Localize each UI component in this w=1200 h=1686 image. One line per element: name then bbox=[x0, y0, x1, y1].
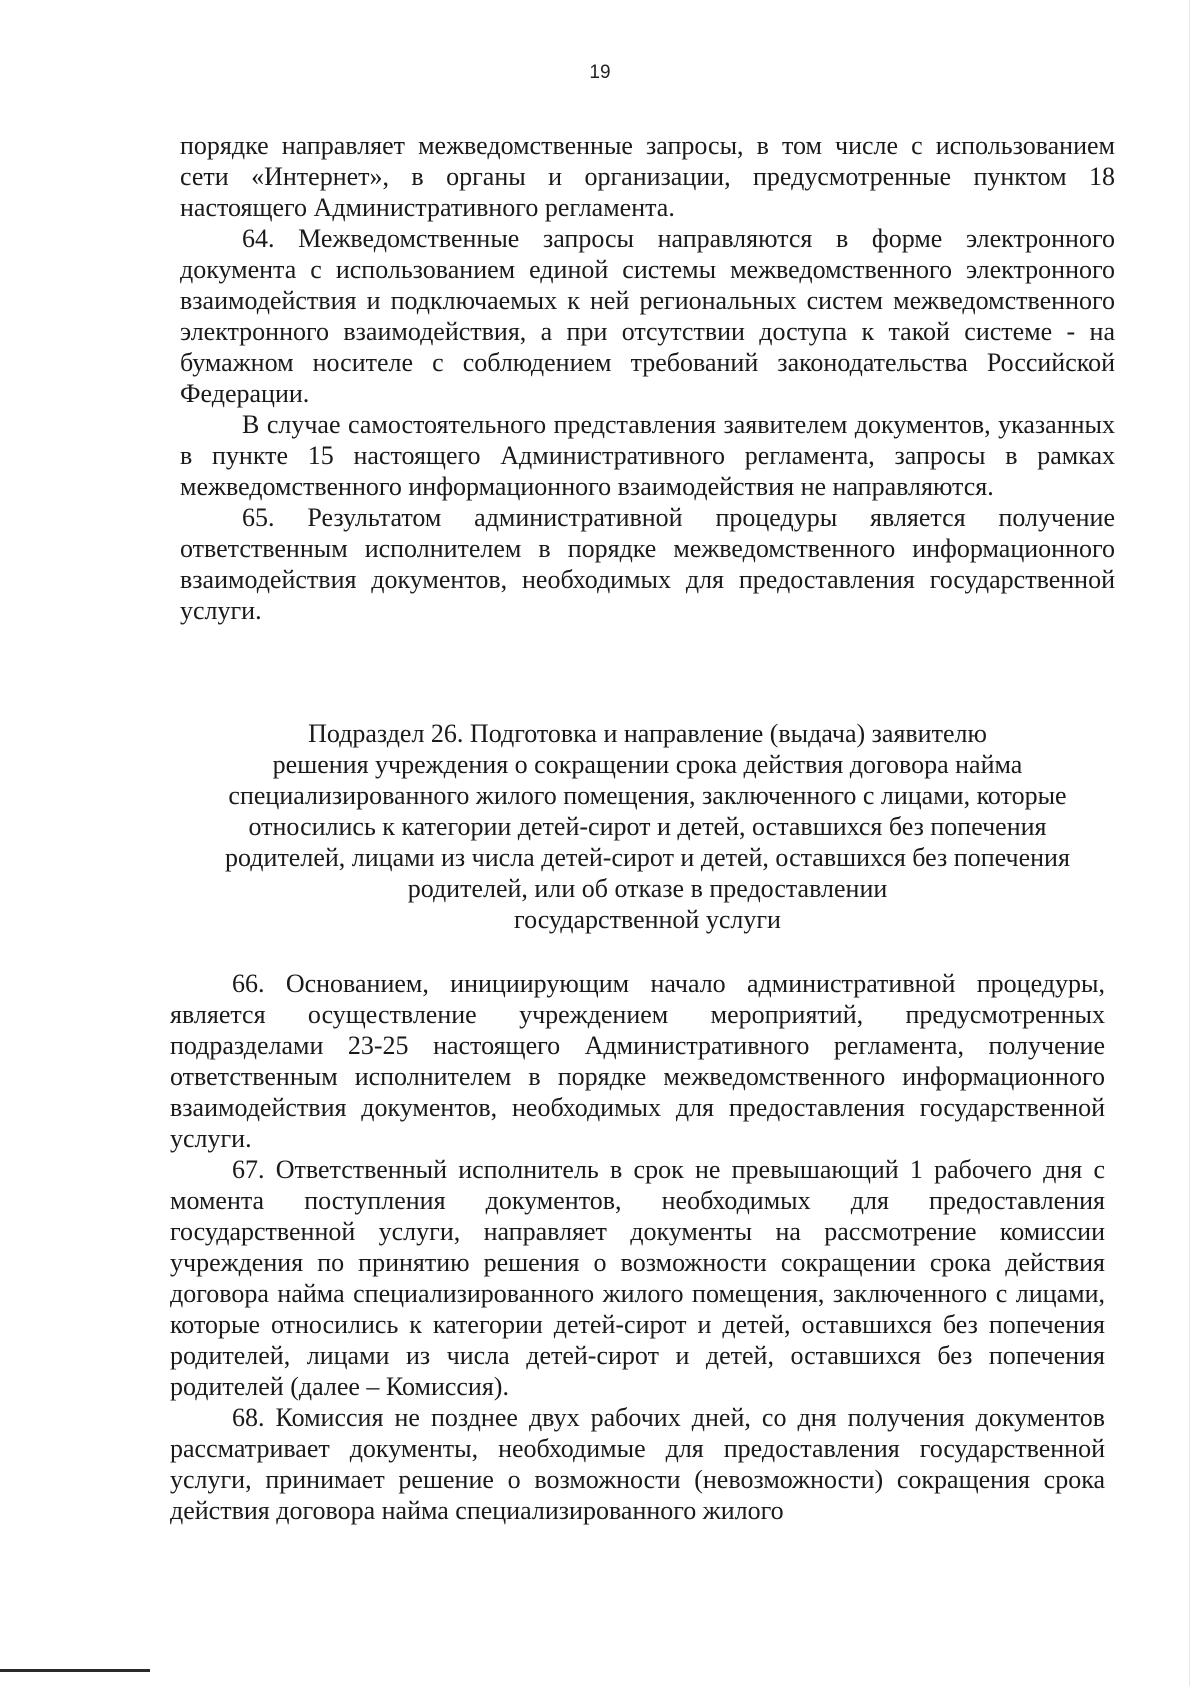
scan-edge-line bbox=[1189, 0, 1190, 1686]
scan-artifact-line bbox=[0, 1669, 150, 1672]
heading-line: решения учреждения о сокращении срока действия договора найма bbox=[272, 750, 1023, 779]
heading-line: родителей, лицами из числа детей-сирот и детей, оставшихся без попечения bbox=[225, 843, 1070, 872]
paragraph-67: 67. Ответственный исполнитель в срок не превышающий 1 рабочего дня с момента поступления документов, необходимых для предоставления государственной услуги, направляет документы на рассмотрение комиссии учреждения по принятию решения о возможности сокращении срока действия договора найма специализированного жилого помещения, заключенного с лицами, которые относились к категории детей-сирот и детей, оставшихся без попечения родителей, лицами из числа детей-сирот и детей, оставшихся без попечения родителей (далее – Комиссия). bbox=[170, 1155, 1105, 1401]
paragraph-68: 68. Комиссия не позднее двух рабочих дней, со дня получения документов рассматривает документы, необходимые для предоставления государственной услуги, принимает решение о возможности (невозможности) сокращения срока действия договора найма специализированного жилого bbox=[170, 1403, 1105, 1525]
paragraph-66: 66. Основанием, инициирующим начало административной процедуры, является осуществление учреждением мероприятий, предусмотренных подразделами 23-25 настоящего Административного регламента, получение ответственным исполнителем в порядке межведомственного информационного взаимодействия документов, необходимых для предоставления государственной услуги. bbox=[170, 969, 1105, 1153]
heading-line: государственной услуги bbox=[514, 905, 781, 934]
page-number: 19 bbox=[589, 62, 611, 83]
paragraph-64: 64. Межведомственные запросы направляются в форме электронного документа с использованием единой системы межведомственного электронного взаимодействия и подключаемых к ней региональных систем межведомственного электронного взаимодействия, а при отсутствии доступа к такой системе - на бумажном носителе с соблюдением требований законодательства Российской Федерации. bbox=[180, 224, 1115, 408]
top-text-block bbox=[180, 130, 1115, 626]
subsection-heading bbox=[180, 718, 1115, 935]
heading-line: родителей, или об отказе в предоставлении bbox=[407, 874, 888, 903]
bottom-text-block bbox=[170, 968, 1105, 1526]
paragraph-continuation: порядке направляет межведомственные запросы, в том числе с использованием сети «Интернет», в органы и организации, предусмотренные пунктом 18 настоящего Административного регламента. bbox=[180, 131, 1115, 222]
paragraph-self-submission: В случае самостоятельного представления заявителем документов, указанных в пункте 15 настоящего Административного регламента, запросы в рамках межведомственного информационного взаимодействия не направляются. bbox=[180, 410, 1115, 501]
heading-line: относились к категории детей-сирот и детей, оставшихся без попечения bbox=[248, 812, 1047, 841]
heading-line: специализированного жилого помещения, заключенного с лицами, которые bbox=[228, 781, 1067, 810]
paragraph-65: 65. Результатом административной процедуры является получение ответственным исполнителем в порядке межведомственного информационного взаимодействия документов, необходимых для предоставления государственной услуги. bbox=[180, 503, 1115, 625]
heading-line: Подраздел 26. Подготовка и направление (выдача) заявителю bbox=[308, 719, 987, 748]
